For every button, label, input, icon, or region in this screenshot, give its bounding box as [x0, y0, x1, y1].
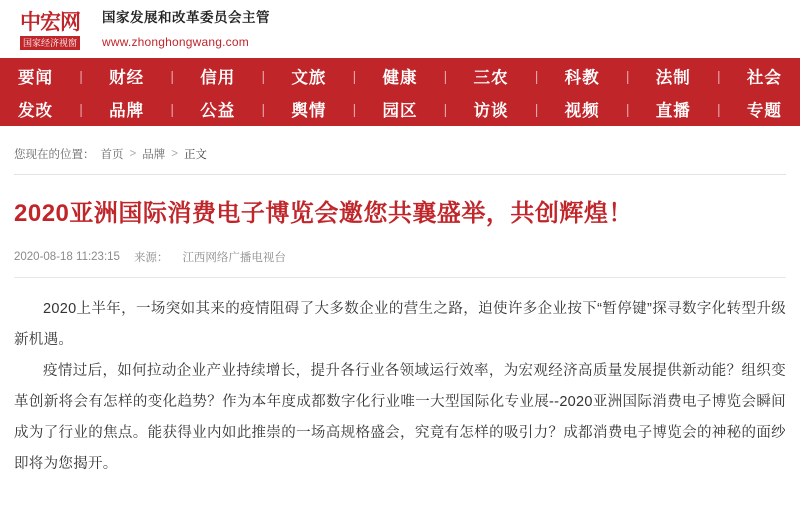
nav-item-gongyi[interactable]: 公益 [200, 102, 236, 120]
article-meta [14, 249, 786, 277]
nav-separator: | [261, 68, 266, 84]
breadcrumb-item-pinpai[interactable]: 品牌 [142, 149, 166, 161]
nav-item-xinyong[interactable]: 信用 [200, 69, 236, 87]
nav-separator: | [261, 101, 266, 117]
site-logo[interactable] [14, 8, 86, 50]
nav-separator: | [625, 68, 630, 84]
source-label: 来源： [133, 252, 169, 264]
nav-separator: | [79, 68, 83, 84]
nav-separator: | [443, 101, 448, 117]
page-title: 2020亚洲国际消费电子博览会邀您共襄盛举，共创辉煌！ [14, 200, 633, 227]
nav-separator: | [717, 101, 721, 117]
nav-item-fagai[interactable]: 发改 [18, 102, 53, 120]
nav-separator: | [717, 68, 721, 84]
breadcrumb [0, 126, 800, 174]
nav-item-yaowen[interactable]: 要闻 [18, 69, 53, 87]
nav-item-yuqing[interactable]: 舆情 [291, 102, 327, 120]
nav-item-yuanqu[interactable]: 园区 [382, 102, 418, 120]
main-navigation [0, 58, 800, 126]
article-body [14, 294, 786, 480]
nav-item-jiankang[interactable]: 健康 [382, 69, 418, 87]
site-url[interactable]: www.zhonghongwang.com [102, 35, 249, 49]
nav-item-zhuanti[interactable]: 专题 [746, 102, 782, 120]
sponsor-line: 国家发展和改革委员会主管 [102, 10, 270, 25]
nav-separator: | [443, 68, 448, 84]
nav-separator: | [79, 101, 83, 117]
nav-item-zhibo[interactable]: 直播 [655, 102, 691, 120]
breadcrumb-separator: > [171, 148, 178, 160]
masthead [0, 0, 800, 58]
nav-item-caijing[interactable]: 财经 [109, 69, 145, 87]
breadcrumb-separator: > [129, 148, 137, 160]
nav-item-shehui[interactable]: 社会 [746, 69, 782, 87]
nav-row-primary [0, 58, 800, 92]
nav-item-fazhi[interactable]: 法制 [655, 69, 691, 87]
breadcrumb-item-current: 正文 [183, 149, 207, 161]
breadcrumb-label: 您现在的位置： [14, 149, 95, 161]
nav-row-secondary [0, 92, 800, 126]
nav-item-kejiao[interactable]: 科教 [564, 69, 600, 87]
nav-item-fangtan[interactable]: 访谈 [473, 102, 509, 120]
nav-separator: | [352, 101, 357, 117]
nav-item-wenlv[interactable]: 文旅 [291, 69, 327, 87]
nav-separator: | [534, 68, 539, 84]
nav-separator: | [170, 68, 174, 84]
meta-divider [14, 277, 786, 278]
article-paragraph: 疫情过后，如何拉动企业产业持续增长，提升各行业各领域运行效率，为宏观经济高质量发展提供新动能？组织变革创新将会有怎样的变化趋势？作为本年度成都数字化行业唯一大型国际化专业展--2020亚洲国际消费电子博览会瞬间成为了行业的焦点。能获得业内如此推崇的一场高规格盛会，究竟有怎样的吸引力？成都消费电子博览会的神秘的面纱即将为您揭开。 [14, 363, 786, 472]
nav-item-pinpai[interactable]: 品牌 [109, 102, 145, 120]
nav-separator: | [625, 101, 630, 117]
article [0, 197, 800, 480]
article-paragraph: 2020上半年，一场突如其来的疫情阻碍了大多数企业的营生之路，迫使许多企业按下“暂停键”探寻数字化转型升级新机遇。 [14, 301, 786, 348]
nav-item-shipin[interactable]: 视频 [564, 102, 600, 120]
breadcrumb-item-home[interactable]: 首页 [100, 149, 124, 161]
nav-separator: | [170, 101, 174, 117]
masthead-text [102, 8, 270, 52]
logo-title: 中宏网 [20, 8, 80, 34]
source-name: 江西网络广播电视台 [182, 252, 286, 264]
publish-date: 2020-08-18 11:23:15 [14, 251, 120, 263]
nav-separator: | [352, 68, 357, 84]
nav-item-sannong[interactable]: 三农 [473, 69, 509, 87]
breadcrumb-divider [14, 174, 786, 175]
logo-subtitle: 国家经济视窗 [20, 36, 80, 50]
nav-separator: | [534, 101, 539, 117]
